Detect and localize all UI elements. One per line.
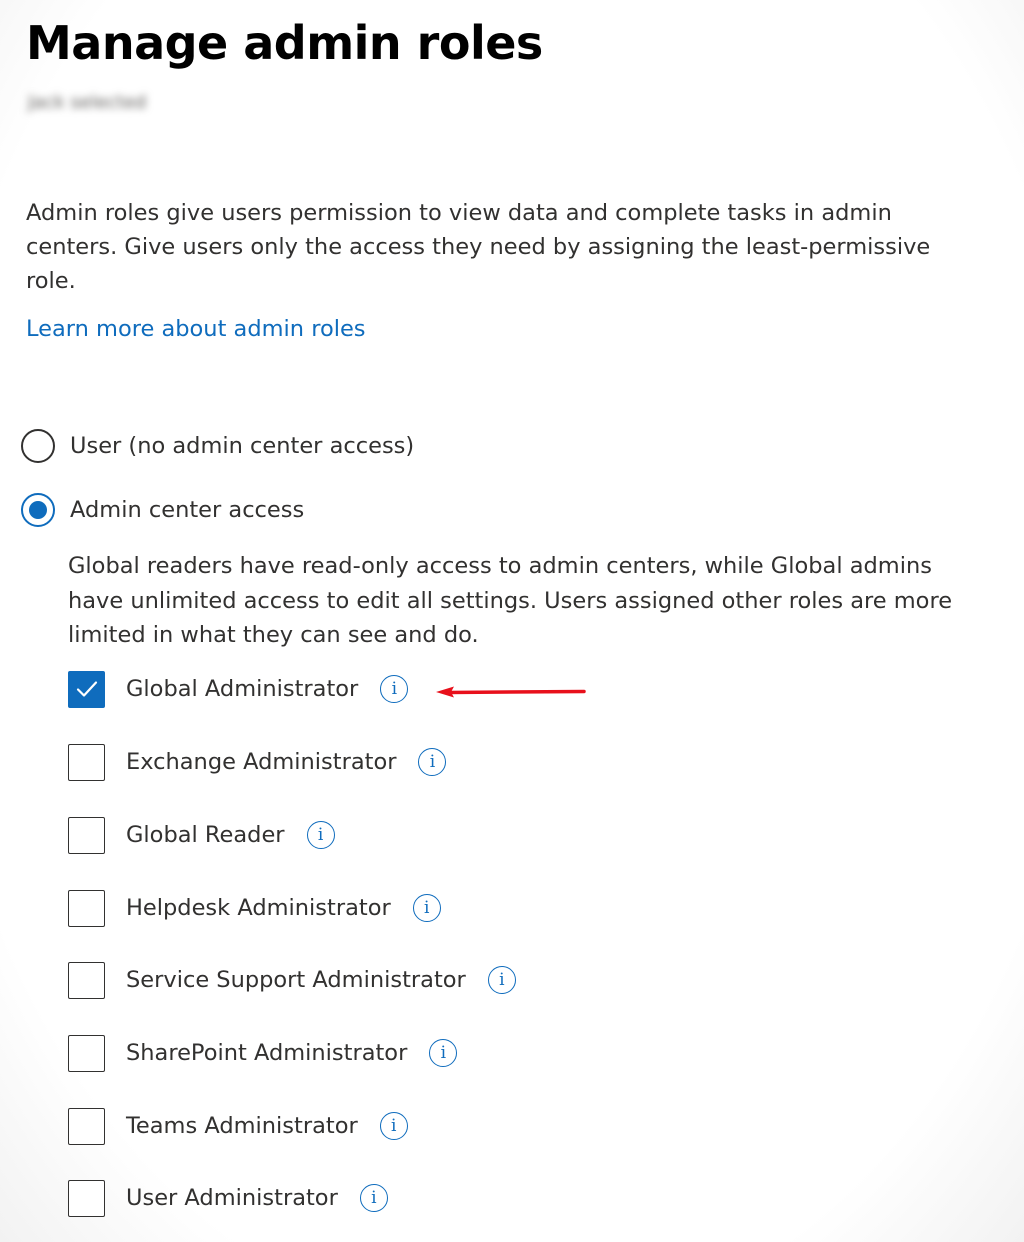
- info-icon[interactable]: i: [380, 1112, 408, 1140]
- checkbox-service-support-administrator[interactable]: [68, 962, 105, 999]
- checkbox-helpdesk-administrator[interactable]: [68, 890, 105, 927]
- radio-label: User (no admin center access): [70, 433, 415, 459]
- radio-option-admin-center-access[interactable]: [21, 493, 304, 527]
- admin-access-description: Global readers have read-only access to admin centers, while Global admins have unlimited access to edit all settings. Users assigned other roles are more limited in what they can see and do.: [68, 553, 953, 648]
- role-row-sharepoint-administrator[interactable]: [68, 1034, 457, 1072]
- role-row-global-administrator[interactable]: [68, 670, 408, 708]
- radio-option-user-no-access[interactable]: [21, 429, 414, 463]
- learn-more-link[interactable]: Learn more about admin roles: [26, 316, 366, 342]
- role-label: Global Reader: [126, 822, 285, 848]
- role-row-global-reader[interactable]: [68, 816, 335, 854]
- info-icon[interactable]: i: [360, 1184, 388, 1212]
- role-label: Helpdesk Administrator: [126, 895, 391, 921]
- page-title: Manage admin roles: [26, 16, 543, 70]
- checkbox-user-administrator[interactable]: [68, 1180, 105, 1217]
- radio-label: Admin center access: [70, 497, 305, 523]
- info-icon[interactable]: i: [488, 966, 516, 994]
- radio-button-user-no-access[interactable]: [21, 429, 55, 463]
- info-icon[interactable]: i: [307, 821, 335, 849]
- admin-roles-description: Admin roles give users permission to view data and complete tasks in admin centers. Give users only the access they need by assigning the least-permissive role.: [26, 200, 931, 294]
- role-label: User Administrator: [126, 1185, 338, 1211]
- role-row-teams-administrator[interactable]: [68, 1107, 408, 1145]
- role-row-helpdesk-administrator[interactable]: [68, 889, 441, 927]
- role-row-exchange-administrator[interactable]: [68, 743, 446, 781]
- role-label: Exchange Administrator: [126, 749, 397, 775]
- role-label: Teams Administrator: [126, 1113, 358, 1139]
- info-icon[interactable]: i: [418, 748, 446, 776]
- checkbox-sharepoint-administrator[interactable]: [68, 1035, 105, 1072]
- radio-button-admin-center-access[interactable]: [21, 493, 55, 527]
- info-icon[interactable]: i: [413, 894, 441, 922]
- role-row-user-administrator[interactable]: [68, 1179, 388, 1217]
- info-icon[interactable]: i: [380, 675, 408, 703]
- role-label: Service Support Administrator: [126, 967, 466, 993]
- role-label: Global Administrator: [126, 676, 359, 702]
- role-label: SharePoint Administrator: [126, 1040, 408, 1066]
- checkmark-icon: [75, 679, 99, 699]
- checkbox-teams-administrator[interactable]: [68, 1108, 105, 1145]
- checkbox-global-administrator[interactable]: [68, 671, 105, 708]
- role-row-service-support-administrator[interactable]: [68, 961, 516, 999]
- info-icon[interactable]: i: [429, 1039, 457, 1067]
- checkbox-exchange-administrator[interactable]: [68, 744, 105, 781]
- selected-user-subtitle: Jack selected: [28, 92, 147, 113]
- red-annotation-arrow-icon: [432, 680, 592, 704]
- checkbox-global-reader[interactable]: [68, 817, 105, 854]
